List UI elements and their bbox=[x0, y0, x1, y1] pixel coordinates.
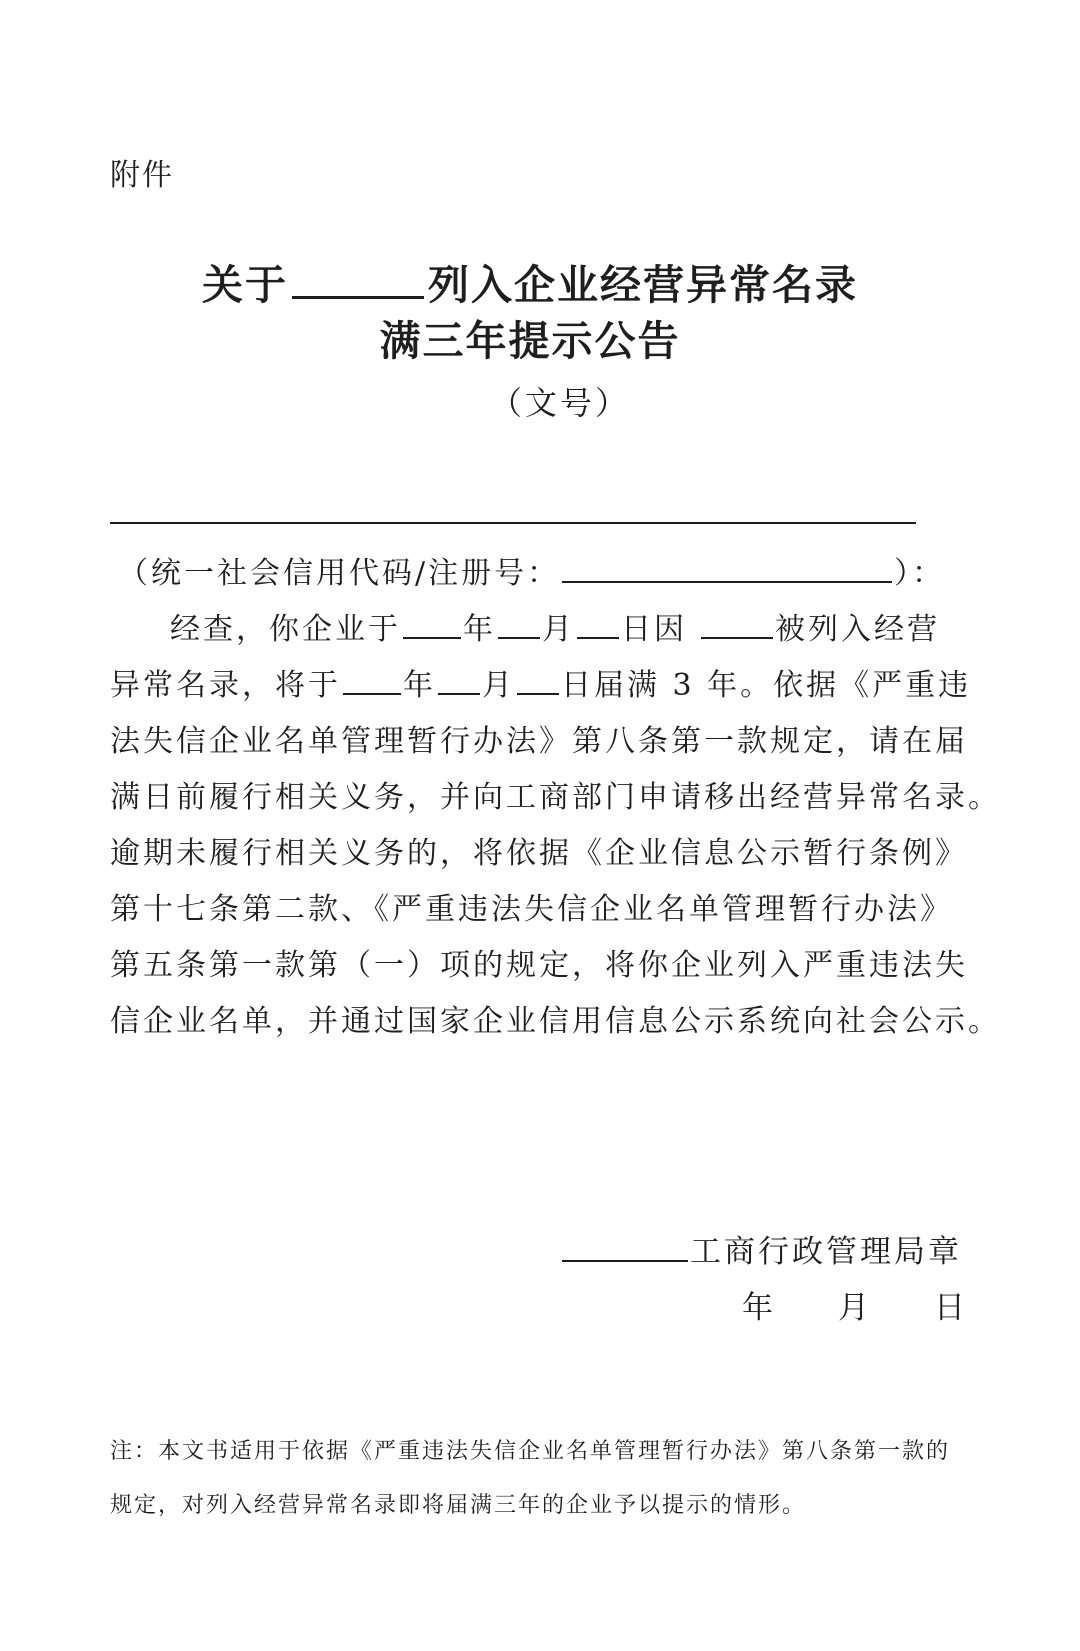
paragraph-line-5: 逾期未履行相关义务的，将依据《企业信息公示暂行条例》 bbox=[110, 836, 968, 871]
text-segment: 经查，你企业于 bbox=[170, 612, 401, 647]
note-line-2: 规定，对列入经营异常名录即将届满三年的企业予以提示的情形。 bbox=[110, 1493, 807, 1518]
day-blank bbox=[517, 665, 559, 695]
year-blank bbox=[403, 609, 461, 639]
text-segment: 月 bbox=[542, 612, 575, 647]
bureau-name-blank bbox=[562, 1230, 688, 1262]
year-blank bbox=[343, 665, 401, 695]
credit-code-blank bbox=[562, 553, 892, 583]
seal-line bbox=[560, 1226, 962, 1271]
signature-date bbox=[742, 1282, 968, 1327]
day-blank bbox=[577, 609, 619, 639]
seal-text: 工商行政管理局章 bbox=[690, 1234, 962, 1270]
text-segment: 被列入经营 bbox=[775, 612, 940, 647]
credit-code-suffix: ）： bbox=[894, 556, 946, 591]
date-month: 月 bbox=[838, 1290, 872, 1326]
text-segment: 日届满 3 年。依据《严重违 bbox=[561, 668, 972, 703]
date-year: 年 bbox=[742, 1290, 776, 1326]
text-segment: 年 bbox=[403, 668, 436, 703]
attachment-label: 附件 bbox=[110, 158, 174, 193]
text-segment: 异常名录，将于 bbox=[110, 668, 341, 703]
paragraph-line-7: 第五条第一款第（一）项的规定，将你企业列入严重违法失 bbox=[110, 948, 968, 983]
paragraph-line-6: 第十七条第二款、《严重违法失信企业名单管理暂行办法》 bbox=[110, 892, 953, 927]
title-suffix: 列入企业经营异常名录 bbox=[428, 261, 858, 309]
credit-code-line bbox=[118, 548, 945, 592]
text-segment: 年 bbox=[463, 612, 496, 647]
title-line-1 bbox=[0, 252, 1060, 311]
text-segment: 月 bbox=[482, 668, 515, 703]
paragraph-line-1 bbox=[170, 604, 940, 648]
paragraph-line-2 bbox=[110, 660, 971, 704]
month-blank bbox=[438, 665, 480, 695]
title-prefix: 关于 bbox=[202, 261, 288, 309]
note-line-1: 注：本文书适用于依据《严重违法失信企业名单管理暂行办法》第八条第一款的 bbox=[110, 1439, 951, 1464]
date-day: 日 bbox=[934, 1290, 968, 1326]
title-blank bbox=[292, 262, 424, 299]
addressee-blank-line bbox=[110, 522, 916, 524]
doc-number: （文号） bbox=[489, 384, 630, 422]
paragraph-line-4: 满日前履行相关义务，并向工商部门申请移出经营异常名录。 bbox=[110, 780, 1001, 815]
title-line-2: 满三年提示公告 bbox=[379, 317, 681, 365]
reason-blank bbox=[701, 609, 773, 639]
text-segment: 日因 bbox=[621, 612, 687, 647]
paragraph-line-3: 法失信企业名单管理暂行办法》第八条第一款规定，请在届 bbox=[110, 724, 968, 759]
month-blank bbox=[498, 609, 540, 639]
paragraph-line-8: 信企业名单，并通过国家企业信用信息公示系统向社会公示。 bbox=[110, 1004, 1001, 1039]
credit-code-prefix: （统一社会信用代码/注册号： bbox=[118, 556, 561, 591]
